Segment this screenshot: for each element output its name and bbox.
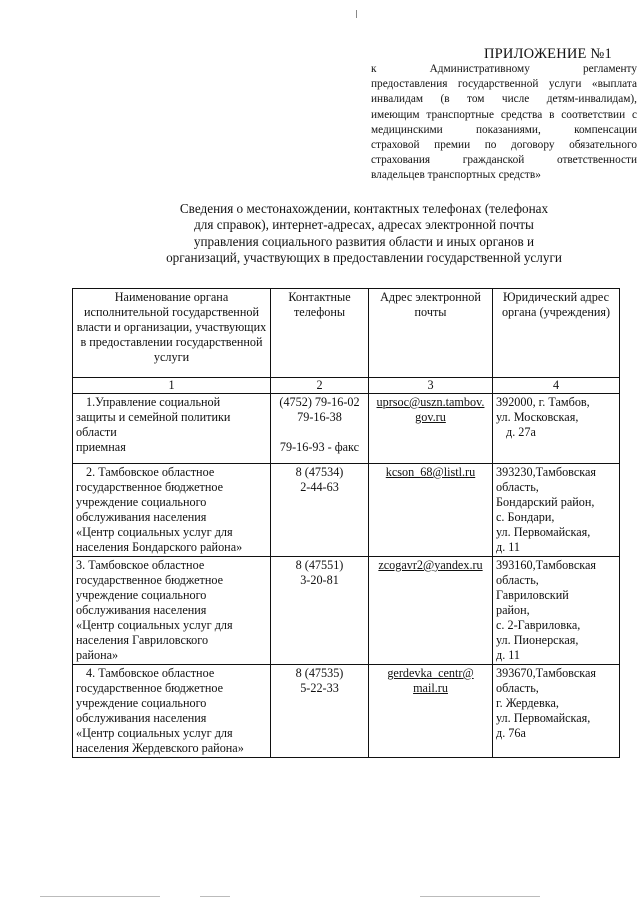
address-line: ул. Московская, [496,410,579,424]
address-line: область, [496,681,539,695]
column-number: 3 [369,378,493,394]
column-number: 4 [493,378,620,394]
appendix-line: владельцев транспортных средств» [371,169,541,182]
appendix-line: предоставления государственной услуги «выплата [371,78,637,91]
organization-line: населения Гавриловского [76,633,209,647]
heading-line: для справок), интернет-адресах, адресах электронной почты [194,217,534,233]
organization-line: приемная [76,440,126,454]
address-cell [493,394,620,464]
organization-line: учреждение социального [76,588,207,602]
column-number: 2 [271,378,369,394]
document-heading [150,201,578,267]
heading-line: организаций, участвующих в предоставлении государственной услуги [166,250,562,266]
address-line: 393160,Тамбовская [496,558,597,572]
organization-line: обслуживания населения [76,603,207,617]
email-link[interactable]: zcogavr2@yandex.ru [378,558,483,572]
phone-number: 2-44-63 [300,480,339,494]
phone-spacer [274,425,365,440]
organization-line: «Центр социальных услуг для [76,618,233,632]
scan-mark [356,10,357,18]
table-row [73,394,620,464]
address-line: д. 11 [496,648,521,662]
scan-edge-mark [200,896,230,897]
header-phones: Контактные телефоны [271,289,369,378]
appendix-line: страховой премии по договору обязательного [371,139,637,152]
email-link[interactable]: gerdevka_centr@ [387,666,474,680]
email-cell [369,557,493,665]
address-line: ул. Первомайская, [496,711,591,725]
email-cell [369,665,493,758]
phones-cell [271,665,369,758]
scan-edge-mark [420,896,540,897]
email-cell [369,394,493,464]
table-row [73,464,620,557]
address-line: д. 76а [496,726,526,740]
address-line: с. 2-Гавриловка, [496,618,581,632]
address-line: область, [496,573,539,587]
organization-line: 4. Тамбовское областное [86,666,215,680]
email-link[interactable]: mail.ru [413,681,448,695]
header-email: Адрес электронной почты [369,289,493,378]
organization-cell [73,394,271,464]
phone-code: 8 (47535) [295,666,344,680]
phones-cell [271,464,369,557]
fax-number: 79-16-93 - факс [279,440,360,454]
address-line: Бондарский район, [496,495,595,509]
phone-code: 8 (47551) [295,558,344,572]
address-line: 393230,Тамбовская [496,465,597,479]
organization-line: 3. Тамбовское областное [76,558,205,572]
heading-line: Сведения о местонахождении, контактных телефонах (телефонах [179,201,549,216]
organization-cell [73,665,271,758]
organization-line: учреждение социального [76,696,207,710]
address-line: д. 27а [506,425,536,439]
phone-number: 3-20-81 [300,573,339,587]
scan-edge-mark [40,896,160,897]
organization-cell [73,464,271,557]
table-row [73,665,620,758]
organization-line: населения Бондарского района» [76,540,243,554]
phone-number: 5-22-33 [300,681,339,695]
address-cell [493,665,620,758]
column-number: 1 [73,378,271,394]
appendix-title: ПРИЛОЖЕНИЕ №1 [484,46,612,62]
organization-line: области [76,425,117,439]
address-line: 392000, г. Тамбов, [496,395,590,409]
organization-line: защиты и семейной политики [76,410,231,424]
address-line: область, [496,480,539,494]
organization-line: района» [76,648,119,662]
column-number-row [73,378,620,394]
organization-line: 1.Управление социальной [86,395,221,409]
organization-line: государственное бюджетное [76,573,223,587]
organization-line: обслуживания населения [76,510,207,524]
organization-line: населения Жердевского района» [76,741,244,755]
appendix-line: к Административному регламенту [371,63,637,75]
organization-line: учреждение социального [76,495,207,509]
phone-number: (4752) 79-16-02 [279,395,360,409]
heading-line: управления социального развития области и иных органов и [193,233,535,249]
appendix-line: медицинскими показаниями, компенсации [371,123,637,136]
organization-line: «Центр социальных услуг для [76,726,233,740]
phones-cell [271,394,369,464]
email-link[interactable]: uprsoc@uszn.tambov. [376,395,485,409]
address-line: Гавриловский [496,588,569,602]
organization-cell [73,557,271,665]
organization-line: государственное бюджетное [76,480,223,494]
address-line: ул. Пионерская, [496,633,579,647]
address-line: г. Жердевка, [496,696,559,710]
appendix-line: имеющим транспортные средства в соответствии с [371,108,637,121]
email-link[interactable]: gov.ru [415,410,446,424]
header-organization: Наименование органа исполнительной государственной власти и организации, участвующих в предоставлении государственной услуги [73,289,271,378]
phone-number: 79-16-38 [297,410,342,424]
organization-line: «Центр социальных услуг для [76,525,233,539]
table-row [73,557,620,665]
address-line: район, [496,603,530,617]
appendix-description [371,62,637,184]
email-cell [369,464,493,557]
organization-line: государственное бюджетное [76,681,223,695]
phones-cell [271,557,369,665]
address-line: 393670,Тамбовская [496,666,597,680]
address-cell [493,464,620,557]
address-line: д. 11 [496,540,521,554]
header-address: Юридический адрес органа (учреждения) [493,289,620,378]
organizations-table [72,288,620,758]
organization-line: обслуживания населения [76,711,207,725]
appendix-line: страхования гражданской ответственности [371,154,637,167]
email-link[interactable]: kcson_68@listl.ru [385,465,476,479]
address-cell [493,557,620,665]
phone-code: 8 (47534) [295,465,344,479]
address-line: ул. Первомайская, [496,525,591,539]
appendix-line: инвалидам (в том числе детям-инвалидам), [371,93,637,106]
address-line: с. Бондари, [496,510,555,524]
table-header-row [73,289,620,378]
organization-line: 2. Тамбовское областное [86,465,215,479]
